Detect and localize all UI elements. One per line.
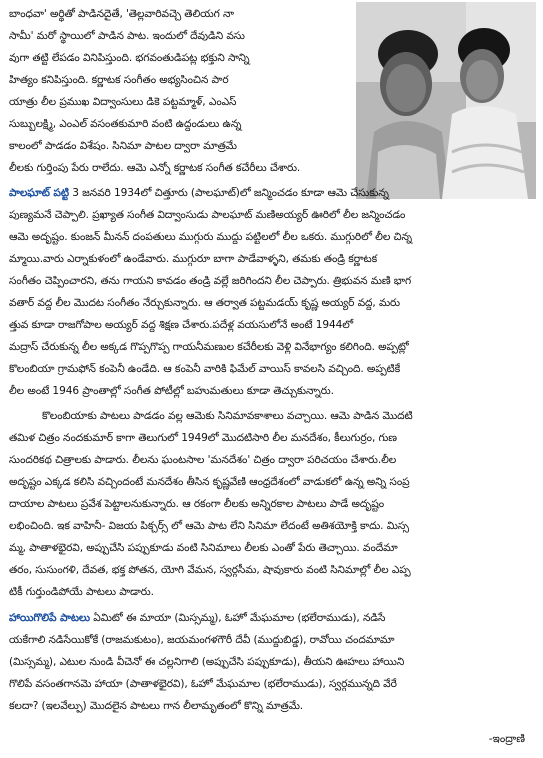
text-line: యాత్రు లీల ప్రముఖ విద్వాంసులు డికె పట్టమ్మాళ్, ఎంఎస్ <box>9 96 237 108</box>
text-line: కాలంలో పాడడం విశేషం. సినిమా పాటల ద్వారా మాత్రమే <box>9 140 237 152</box>
text-line: టికీ గుర్తుండిపోయే పాటలు పాడారు. <box>9 586 154 598</box>
text-line: మద్రాస్ చేరుకున్న లీల అక్కడ గొప్పగొప్ప గాయనీమణుల కచేరీలకు వెళ్లి వినేభాగ్యం కలిగింది. అప్పట్లో <box>9 341 409 353</box>
text-line: కొలంబియాకు పాటలు పాడడం వల్ల ఆమెకు సినిమావకాశాలు వచ్చాయి. ఆమె పాడిన మొదటి <box>42 410 413 422</box>
text-line: మ్మాయి.వారు ఎర్నాకుళంలో ఉండేవారు. ముగ్గురూ బాగా పాడేవాళ్ళని, తమకు తండ్రి కర్ణాటక <box>9 253 378 265</box>
text-line: (మిస్సమ్మ), ఎటుల నుండి వీచెనో ఈ చల్లనిగాలి (అప్పుచేసి పప్పుకూడు), తీయని ఊహలు హాయిని <box>9 656 405 668</box>
text-line: తమిళ చిత్రం నందకుమార్ కాగా తెలుగులో 1949లో మొదటిసారి లీల మనదేశం, కీలుగుర్రం, గుణ <box>9 432 397 444</box>
text-line: లభించింది. ఇక వాహినీ- విజయ పిక్చర్స్ లో ఆమె పాట లేని సినిమా లేదంటే అతిశయోక్తి కాదు. మిస్స <box>9 520 409 532</box>
text-line: సుబ్బులక్ష్మి, ఎంఎల్ వసంతకుమారి వంటి ఉద్దండులు ఉన్న <box>9 118 242 130</box>
text-line: కలదా? (ఇలవేల్పు) మొదలైన పాటలు గాన లీలామృతంలో కొన్ని మాత్రమే. <box>9 700 304 712</box>
paragraph-lead: పాలఘాట్ పట్టి <box>9 187 69 199</box>
text-line: లీలకు గుర్తింపు పేరు రాలేదు. ఆమె ఎన్నో కర్ణాటక సంగీత కచేరీలు చేశారు. <box>9 162 301 174</box>
text-line: సంగీతం చెప్పించారని, తను గాయని కావడం తండ్రి వల్లే జరిగిందని లీల చెప్పారు. త్రిభువన మణి భాగ <box>9 275 412 287</box>
text-line: యకేగాలి నడిసేయికోకే (రాజమకుటం), జయమంగళగౌరీ దేవీ (ముద్దుబిడ్డ), రావోయి చందమామా <box>9 634 395 646</box>
text-line: తరం, సుసుంగళి, దేవత, భక్త పోతన, యోగి వేమన, స్వర్గసీమ, షావుకారు వంటి సినిమాల్లో లీల ఎప్ప <box>9 564 411 576</box>
text-span: 3 జనవరి 1934లో చిత్తూరు (పాలఘాట్)లో జన్మించడం కూడా ఆమె చేసుకున్న <box>68 187 389 199</box>
author-signature: -ఇంద్రాణి <box>488 733 525 745</box>
text-line: అదృష్టం ఎక్కడ కలిసి వచ్చిందంటే మనదేశం తీసిన కృష్ణవేణి ఆంధ్రదేశంలో వాడుకలో ఉన్న అన్ని సంప్ర <box>9 476 410 488</box>
text-line: లీల అంటే 1946 ప్రాంతాల్లో సంగీత పోటీల్లో బహుమతులు కూడా తెచ్చుకున్నారు. <box>9 385 334 397</box>
text-line: గొలిపే వసంతగానమె హాయా (పాతాళభైరవి), ఓహో మేఘమాల (భలేరాముడు), స్వర్గమున్నది వేరే <box>9 678 397 690</box>
text-line: సుందరికథ చిత్రాలకు పాడారు. లీలను ఘంటసాల 'మనదేశం' చిత్రం ద్వారా పరిచయం చేశారు.లీల <box>9 454 397 466</box>
text-line: దాయాల పాటలు ప్రవేశ పెట్టాలనుకున్నారు. ఆ రకంగా లీలకు అన్నిరకాల పాటలు పాడే అదృష్టం <box>9 498 385 510</box>
text-line: హిత్యం కనిపిస్తుంది. కర్ణాటక సంగీతం అభ్యసించిన పార <box>9 74 229 86</box>
text-line: మ్మ, పాతాళభైరవి, అప్పుచేసి పప్పుకూడు వంటి సినిమాలు లీలకు ఎంతో పేరు తెచ్చాయి. వందేమా <box>9 542 398 554</box>
text-line: వుగా తట్టి లేపడం వినిపిస్తుంది. భగవంతుడిపట్ల భక్తుని సాన్ని <box>9 52 250 64</box>
text-line: సామీ' మరో స్థాయిలో పాడిన పాట. ఇందులో దేవుడిని వసు <box>9 30 245 42</box>
text-line: పుణ్యమనే చెప్పాలి. ప్రఖ్యాత సంగీత విద్వాంసుడు పాలఘాట్ మణిఅయ్యర్ ఊరిలో లీల జన్మించడం <box>9 209 406 221</box>
paragraph-lead-line <box>9 186 535 200</box>
text-line: త్తువ కూడా రాజగోపాల అయ్యర్ వద్ద శిక్షణ చేశారు.పదేళ్ల వయసులోనే అంటే 1944లో <box>9 319 354 331</box>
text-line: బాంధవా' అర్థితో పాడినదైతే, 'తెల్లవారివచ్చె తెలియగ నా <box>9 8 234 20</box>
paragraph-lead: హాయిగొలిపే పాటలు <box>9 612 90 624</box>
text-line: వతార్ వద్ద లీల మొదట సంగీతం నేర్చుకున్నారు. ఆ తర్వాత పట్టమడయ్ కృష్ణ అయ్యర్ వద్ద, మరు <box>9 297 400 309</box>
paragraph-lead-line <box>9 611 535 625</box>
text-span: ఏమిటో ఈ మాయా (మిస్సమ్మ), ఓహో మేఘమాల (భలేరాముడు), నడిసే <box>90 612 386 624</box>
text-line: ఆమె అదృష్టం. కుంజన్ మీనన్ దంపతులు ముగ్గురు ముద్దు పట్టిలలో లీల ఒకరు. ముగ్గురిలో లీల చిన్న <box>9 231 413 243</box>
text-line: కొలంబియా గ్రామఫోన్ కంపెనీ ఉండేది. ఆ కంపెనీ వారికి ఫిమేల్ వాయిస్ కావలసి వచ్చింది. అప్పటికే <box>9 363 401 375</box>
